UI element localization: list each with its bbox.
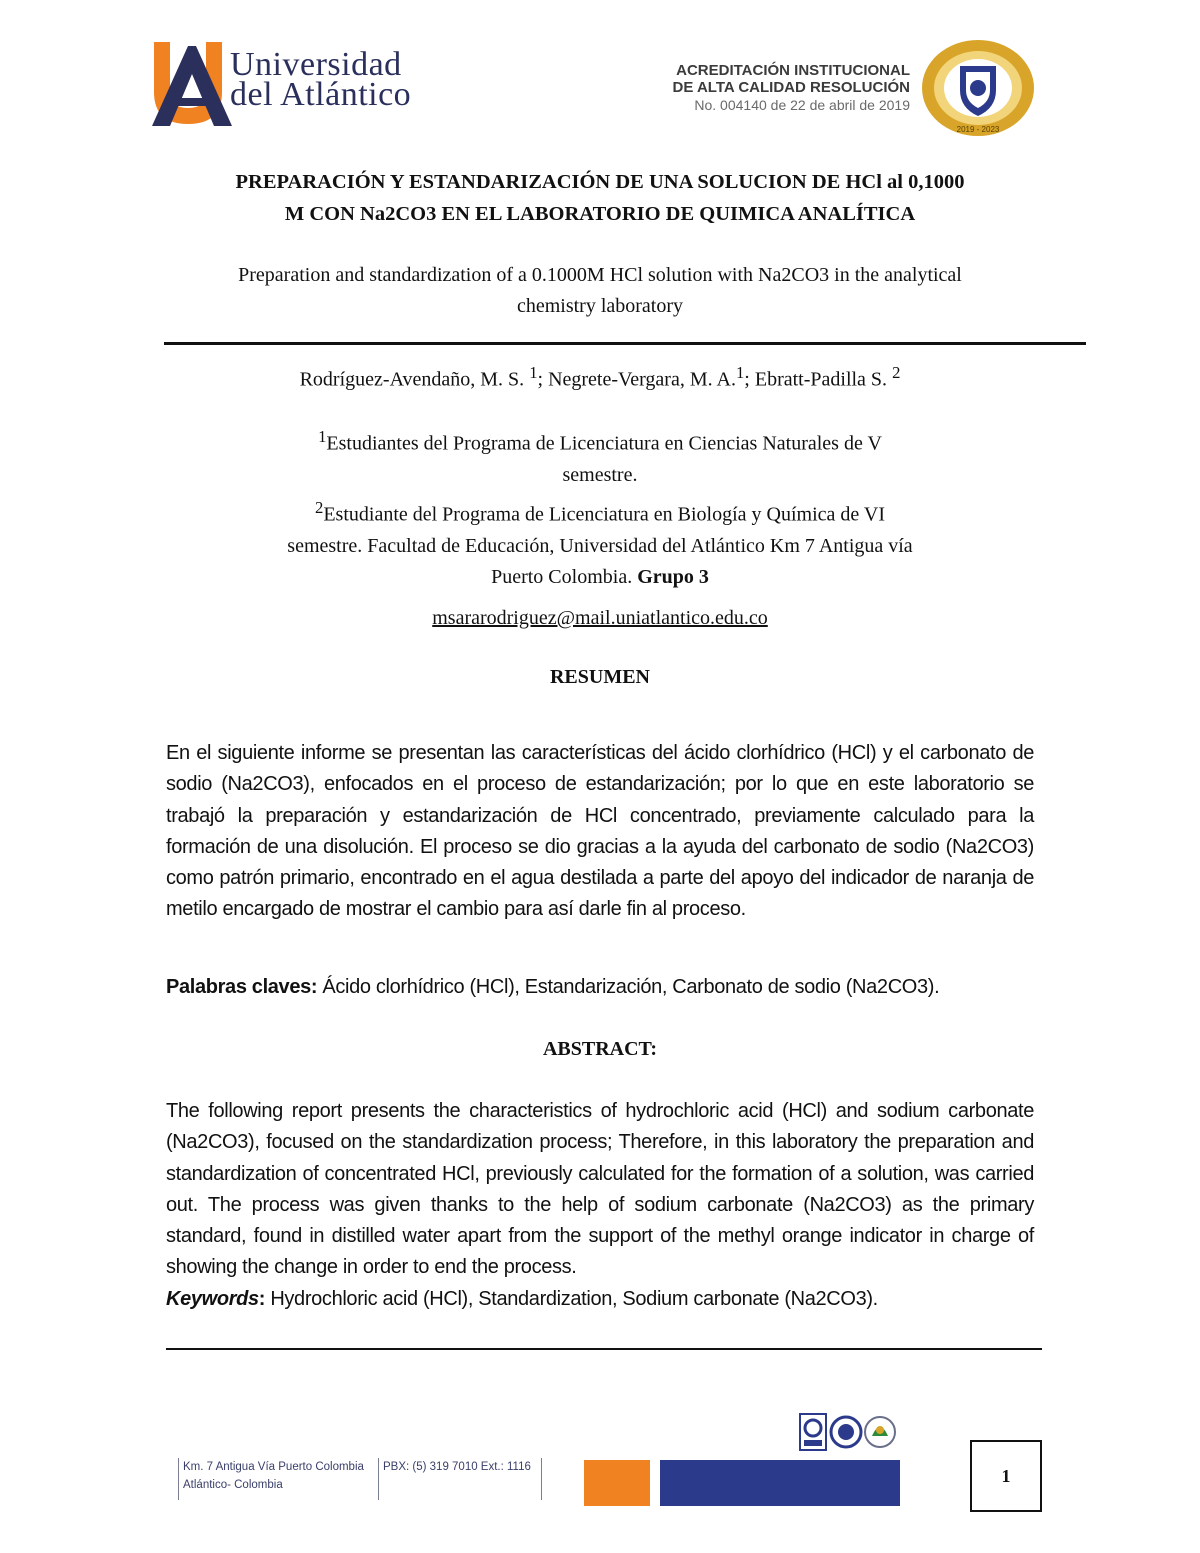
affiliation-2-sup: 2 — [315, 498, 324, 517]
resumen-body: En el siguiente informe se presentan las características del ácido clorhídrico (HCl) y el carbonato de sodio (Na2CO3), enfocados en el proceso de estandarización; por lo que en este laboratorio se trabajó la preparación y estandarización de HCl concentrado, previamente calculado para la formación de una disolución. El proceso se dio gracias a la ayuda del carbonato de sodio (Na2CO3) como patrón primario, encontrado en el agua destilada a parte del apoyo del indicador de naranja de metilo encargado de mostrar el cambio para así darle fin al proceso. — [166, 742, 1034, 921]
title-line-2: M CON Na2CO3 EN EL LABORATORIO DE QUIMICA ANALÍTICA — [284, 203, 916, 225]
abstract-divider — [166, 1348, 1042, 1350]
affiliation-2-line-2: semestre. Facultad de Educación, Universidad del Atlántico Km 7 Antigua vía — [287, 534, 913, 557]
accreditation-line-3: No. 004140 de 22 de abril de 2019 — [694, 97, 910, 113]
subtitle-line-1: Preparation and standardization of a 0.1000M HCl solution with Na2CO3 in the analytical — [238, 264, 962, 286]
author-list — [160, 357, 1040, 396]
affiliation-1-line-1: Estudiantes del Programa de Licenciatura en Ciencias Naturales de V — [326, 432, 882, 455]
footer-address — [178, 1458, 379, 1500]
keywords-text: Hydrochloric acid (HCl), Standardization, Sodium carbonate (Na2CO3). — [265, 1288, 878, 1310]
group-label: Grupo 3 — [637, 565, 709, 588]
palabras-claves-text: Ácido clorhídrico (HCl), Estandarización, Carbonato de sodio (Na2CO3). — [317, 976, 940, 998]
author-3-sup: 2 — [892, 363, 901, 382]
keywords-colon: : — [258, 1288, 266, 1310]
affiliation-1 — [200, 421, 1000, 491]
university-logo-text — [230, 46, 412, 113]
accreditation-line-1: ACREDITACIÓN INSTITUCIONAL — [676, 62, 910, 79]
author-2-sup: 1 — [735, 363, 745, 382]
page-number: 1 — [970, 1440, 1042, 1512]
affiliation-2-line-1: Estudiante del Programa de Licenciatura en Biología y Química de VI — [323, 503, 885, 526]
certification-logos-icon — [798, 1408, 900, 1454]
title-divider — [164, 342, 1086, 345]
footer-pbx: PBX: (5) 319 7010 Ext.: 1116 — [378, 1458, 542, 1500]
footer-blue-bar — [660, 1460, 900, 1506]
abstract-body: The following report presents the characteristics of hydrochloric acid (HCl) and sodium carbonate (Na2CO3), focused on the standardization process; Therefore, in this laboratory the preparation and standardization of concentrated HCl, previously calculated for the formation of a solution, was carried out. The process was given thanks to the help of sodium carbonate (Na2CO3) as the primary standard, found in distilled water apart from the support of the methyl orange indicator in charge of showing the change in order to end the process. — [166, 1100, 1034, 1279]
footer-address-line-1: Km. 7 Antigua Vía Puerto Colombia — [183, 1461, 364, 1473]
title-line-1: PREPARACIÓN Y ESTANDARIZACIÓN DE UNA SOLUCION DE HCl al 0,1000 — [235, 171, 965, 193]
university-logo-mark — [148, 38, 234, 130]
contact-email — [200, 603, 1000, 633]
abstract-heading: ABSTRACT: — [542, 1038, 658, 1060]
paper-title — [160, 166, 1040, 230]
resumen-heading: RESUMEN — [549, 666, 650, 688]
keywords — [166, 1284, 1034, 1314]
footer-orange-bar — [584, 1460, 650, 1506]
seal-years: 2019 - 2023 — [956, 125, 1000, 134]
author-1-sup: 1 — [529, 363, 538, 382]
affiliation-2-line-3: Puerto Colombia. — [491, 565, 633, 588]
affiliation-1-line-2: semestre. — [562, 463, 638, 486]
email-link[interactable]: msararodriguez@mail.uniatlantico.edu.co — [432, 607, 768, 629]
author-2: ; Negrete-Vergara, M. A. — [537, 368, 736, 391]
affiliation-2 — [200, 492, 1000, 593]
palabras-claves — [166, 972, 1034, 1002]
paper-subtitle — [160, 260, 1040, 322]
affiliation-1-sup: 1 — [318, 427, 327, 446]
logo-line-1: Universidad — [230, 46, 402, 83]
footer-address-line-2: Atlántico- Colombia — [183, 1479, 283, 1491]
logo-line-2: del Atlántico — [230, 76, 412, 113]
accreditation-block — [600, 62, 910, 114]
author-1: Rodríguez-Avendaño, M. S. — [299, 368, 525, 391]
palabras-claves-label: Palabras claves: — [166, 976, 318, 998]
accreditation-line-2: DE ALTA CALIDAD RESOLUCIÓN — [672, 79, 910, 96]
subtitle-line-2: chemistry laboratory — [516, 295, 684, 317]
accreditation-seal-icon — [920, 38, 1036, 138]
author-3: ; Ebratt-Padilla S. — [744, 368, 888, 391]
keywords-label: Keywords — [166, 1288, 259, 1310]
